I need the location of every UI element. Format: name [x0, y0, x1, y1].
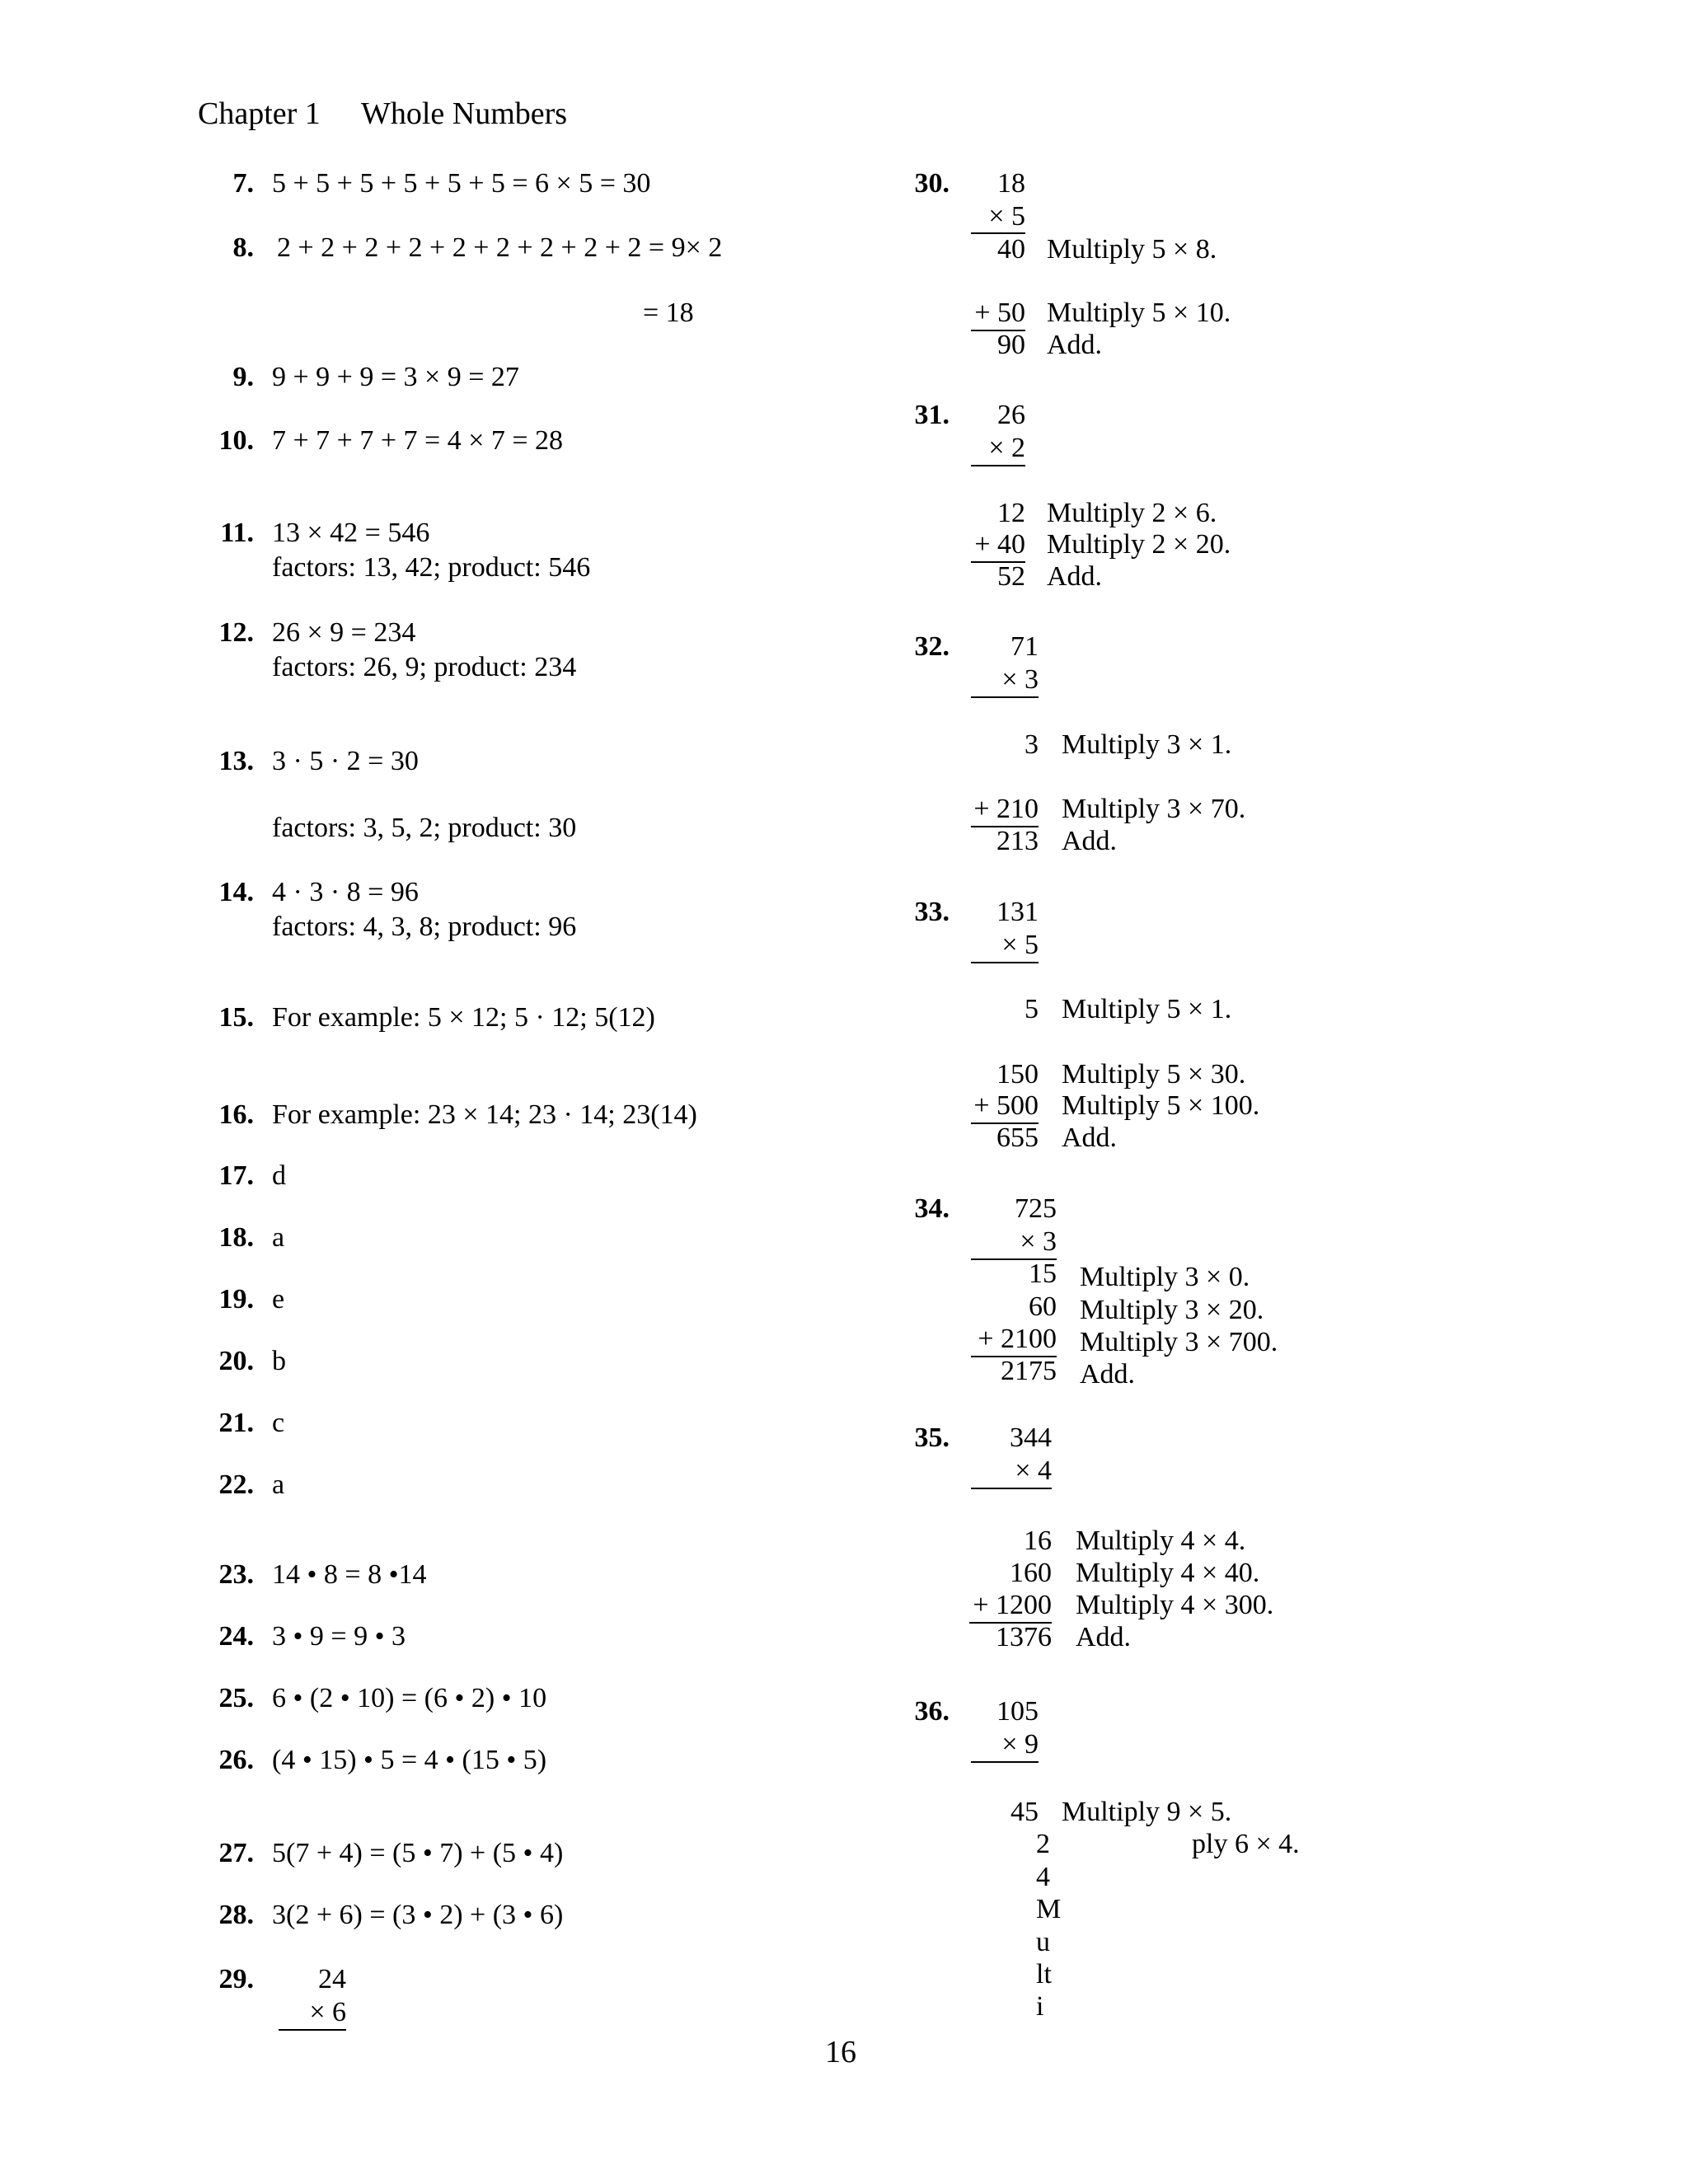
multiplicand: 725 [1015, 1193, 1057, 1224]
partial-product: + 40 [971, 528, 1025, 563]
multiplicand: 26 [997, 400, 1025, 430]
answer-text: factors: 13, 42; product: 546 [272, 552, 591, 583]
step-note: Multiply 5 × 1. [1062, 994, 1232, 1024]
step-note: Multiply 4 × 4. [1076, 1526, 1246, 1556]
answer-text: 5(7 + 4) = (5 • 7) + (5 • 4) [272, 1838, 564, 1868]
multiplier: × 5 [971, 929, 1039, 963]
problem-number: 30. [914, 168, 950, 199]
problem-number: 29. [218, 1964, 254, 1994]
answer-text: For example: 5 × 12; 5 · 12; 5(12) [272, 1002, 655, 1033]
answer-text: 6 • (2 • 10) = (6 • 2) • 10 [272, 1683, 547, 1713]
problem-number: 35. [914, 1422, 950, 1453]
partial-product: 150 [996, 1059, 1039, 1090]
answer-text: 4 · 3 · 8 = 96 [272, 877, 419, 907]
step-note: Multiply 2 × 20. [1047, 529, 1231, 560]
step-note: Multiply 5 × 10. [1047, 298, 1231, 328]
multiplier: × 2 [971, 432, 1025, 466]
problem-number: 18. [218, 1222, 254, 1253]
step-note: Add. [1076, 1622, 1132, 1652]
problem-number: 28. [218, 1900, 254, 1930]
step-note: Multiply 2 × 6. [1047, 498, 1217, 528]
multiplier: × 6 [279, 1996, 346, 2031]
broken-char: i [1036, 1991, 1044, 2022]
answer-text: 3(2 + 6) = (3 • 2) + (3 • 6) [272, 1900, 564, 1930]
problem-number: 19. [218, 1284, 254, 1315]
multiplier: × 3 [971, 663, 1039, 698]
problem-number: 14. [218, 877, 254, 907]
problem-number: 12. [218, 617, 254, 648]
chapter-label: Chapter 1 [198, 96, 321, 131]
problem-number: 21. [218, 1408, 254, 1438]
product: 2175 [1001, 1356, 1057, 1386]
problem-number: 22. [218, 1469, 254, 1500]
multiplier: × 9 [971, 1728, 1039, 1763]
step-note: Add. [1047, 330, 1103, 360]
problem-number: 32. [914, 631, 950, 662]
problem-number: 10. [218, 425, 254, 456]
product: 52 [997, 561, 1025, 592]
problem-number: 33. [914, 897, 950, 927]
partial-product: 60 [1029, 1291, 1057, 1322]
answer-text: 7 + 7 + 7 + 7 = 4 × 7 = 28 [272, 425, 564, 456]
step-note: Add. [1062, 826, 1118, 856]
multiplicand: 344 [1010, 1422, 1052, 1453]
problem-number: 26. [218, 1745, 254, 1775]
problem-number: 25. [218, 1683, 254, 1713]
problem-number: 9. [232, 362, 254, 392]
multiplicand: 18 [997, 168, 1025, 199]
step-note: Multiply 4 × 300. [1076, 1590, 1274, 1620]
multiplicand: 24 [318, 1964, 346, 1994]
problem-number: 24. [218, 1621, 254, 1652]
answer-text: d [272, 1160, 286, 1191]
partial-product: + 2100 [971, 1323, 1057, 1357]
answer-text: 26 × 9 = 234 [272, 617, 416, 648]
partial-product: 5 [1025, 994, 1039, 1024]
problem-number: 11. [220, 518, 254, 548]
step-note: Add. [1047, 561, 1103, 592]
problem-number: 15. [218, 1002, 254, 1033]
partial-product: + 50 [971, 297, 1025, 331]
product: 1376 [996, 1622, 1052, 1652]
product: 213 [996, 826, 1039, 856]
multiplicand: 105 [996, 1696, 1039, 1727]
problem-number: 23. [218, 1559, 254, 1590]
problem-number: 17. [218, 1160, 254, 1191]
answer-text: (4 • 15) • 5 = 4 • (15 • 5) [272, 1745, 547, 1775]
multiplier: × 4 [971, 1455, 1052, 1489]
step-note: Multiply 3 × 20. [1080, 1295, 1264, 1325]
answer-text: 9 + 9 + 9 = 3 × 9 = 27 [272, 362, 519, 392]
step-note: Multiply 5 × 30. [1062, 1059, 1246, 1090]
partial-product: + 1200 [969, 1589, 1052, 1624]
answer-text: e [272, 1284, 285, 1315]
answer-text: factors: 4, 3, 8; product: 96 [272, 912, 577, 942]
step-note: Multiply 5 × 8. [1047, 234, 1217, 265]
partial-product: 45 [1010, 1797, 1039, 1827]
partial-product: 40 [997, 234, 1025, 265]
partial-product: 15 [1029, 1258, 1057, 1289]
problem-number: 16. [218, 1099, 254, 1130]
answer-text: 2 + 2 + 2 + 2 + 2 + 2 + 2 + 2 + 2 = 9× 2 [277, 232, 723, 263]
problem-number: 20. [218, 1346, 254, 1376]
answer-text: b [272, 1346, 286, 1376]
step-note: Multiply 4 × 40. [1076, 1558, 1260, 1588]
partial-product: + 210 [971, 793, 1039, 827]
answer-text: For example: 23 × 14; 23 · 14; 23(14) [272, 1099, 697, 1130]
broken-char: u [1036, 1927, 1050, 1957]
answer-text: a [272, 1469, 285, 1500]
answer-text: 3 · 5 · 2 = 30 [272, 746, 419, 776]
partial-product: 160 [1010, 1558, 1052, 1588]
problem-number: 34. [914, 1193, 950, 1224]
step-note: Add. [1080, 1359, 1136, 1390]
step-note: Multiply 5 × 100. [1062, 1090, 1260, 1121]
chapter-title: Whole Numbers [361, 96, 568, 131]
answer-text: 14 • 8 = 8 •14 [272, 1559, 427, 1590]
partial-product: + 500 [971, 1090, 1039, 1124]
answer-text: = 18 [643, 298, 694, 328]
step-note-fragment: ply 6 × 4. [1192, 1829, 1300, 1859]
product: 655 [996, 1122, 1039, 1153]
step-note: Multiply 3 × 700. [1080, 1327, 1278, 1357]
answer-text: 3 • 9 = 9 • 3 [272, 1621, 406, 1652]
partial-product: 12 [997, 498, 1025, 528]
multiplier: × 5 [988, 201, 1025, 232]
problem-number: 27. [218, 1838, 254, 1868]
answer-text: a [272, 1222, 285, 1253]
answer-text: 13 × 42 = 546 [272, 518, 430, 548]
broken-char: M [1036, 1894, 1062, 1924]
answer-text: factors: 3, 5, 2; product: 30 [272, 813, 577, 843]
problem-number: 31. [914, 400, 950, 430]
partial-product: 16 [1024, 1526, 1052, 1556]
answer-text: factors: 26, 9; product: 234 [272, 652, 577, 682]
step-note: Multiply 9 × 5. [1062, 1797, 1232, 1827]
partial-product: 3 [1025, 729, 1039, 760]
problem-number: 36. [914, 1696, 950, 1727]
answer-text: 5 + 5 + 5 + 5 + 5 + 5 = 6 × 5 = 30 [272, 168, 651, 199]
answer-text: c [272, 1408, 285, 1438]
step-note: Add. [1062, 1122, 1118, 1153]
broken-char: lt [1036, 1959, 1052, 1990]
broken-char: 4 [1036, 1862, 1050, 1892]
broken-char: 2 [1036, 1829, 1050, 1859]
multiplier: × 3 [971, 1226, 1057, 1260]
multiplicand: 71 [1010, 631, 1039, 662]
step-note: Multiply 3 × 0. [1080, 1262, 1250, 1292]
page-number: 16 [825, 2035, 856, 2069]
step-note: Multiply 3 × 1. [1062, 729, 1232, 760]
problem-number: 7. [232, 168, 254, 199]
step-note: Multiply 3 × 70. [1062, 794, 1246, 824]
multiplicand: 131 [996, 897, 1039, 927]
problem-number: 8. [232, 232, 254, 263]
product: 90 [997, 330, 1025, 360]
problem-number: 13. [218, 746, 254, 776]
